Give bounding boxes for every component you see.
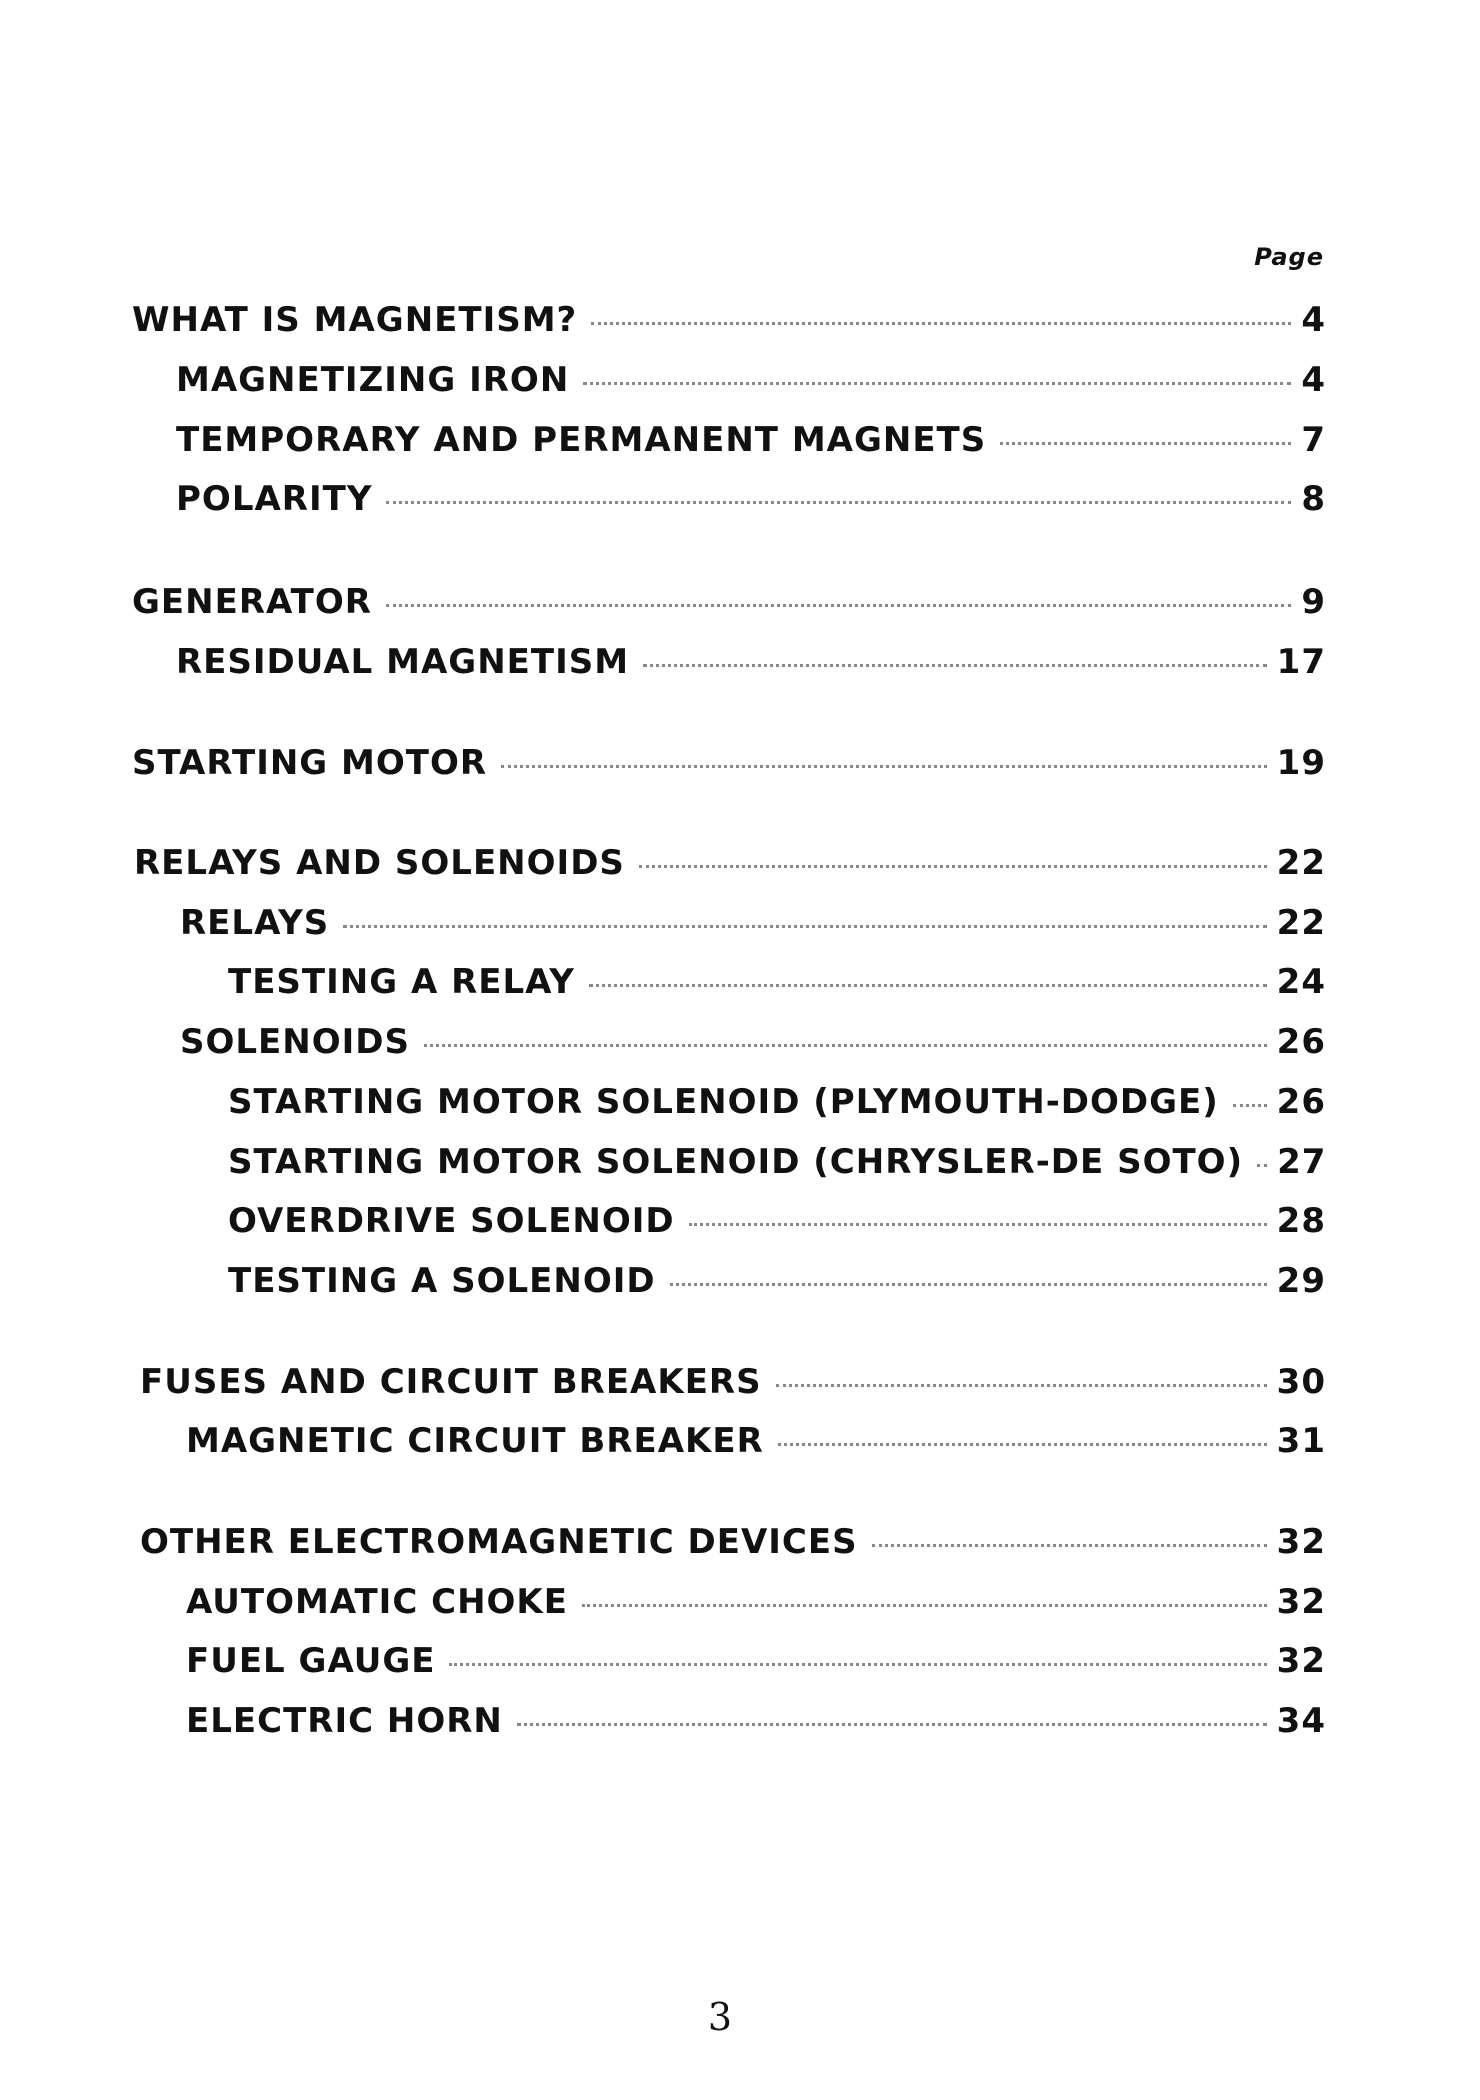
toc-entry xyxy=(186,1421,1326,1467)
toc-entry-title: WHAT IS MAGNETISM? xyxy=(132,300,578,340)
toc-entry-title: SOLENOIDS xyxy=(180,1022,410,1062)
toc-entry-title: TEMPORARY AND PERMANENT MAGNETS xyxy=(176,420,987,460)
toc-entry-page: 32 xyxy=(1276,1522,1326,1562)
dot-leader xyxy=(501,765,1267,768)
toc-entry-page: 34 xyxy=(1276,1701,1326,1741)
toc-entry xyxy=(176,420,1326,466)
toc-entry xyxy=(140,1522,1326,1568)
toc-entry-title: POLARITY xyxy=(176,479,373,519)
dot-leader xyxy=(343,925,1266,928)
toc-entry-page: 28 xyxy=(1276,1201,1326,1241)
toc-entry-page: 26 xyxy=(1276,1082,1326,1122)
toc-entry-title: TESTING A SOLENOID xyxy=(228,1261,656,1301)
page-number: 3 xyxy=(707,1995,733,2039)
toc-entry-page: 9 xyxy=(1301,582,1326,622)
toc-entry xyxy=(134,843,1326,889)
toc-entry xyxy=(180,1022,1326,1068)
dot-leader xyxy=(424,1044,1267,1047)
toc-entry xyxy=(228,1201,1326,1247)
dot-leader xyxy=(670,1283,1267,1286)
toc-entry xyxy=(186,1641,1326,1687)
toc-entry xyxy=(186,1701,1326,1747)
toc-entry-title: MAGNETIZING IRON xyxy=(176,360,570,400)
toc-entry-page: 4 xyxy=(1301,300,1326,340)
dot-leader xyxy=(872,1544,1267,1547)
toc-entry-title: RESIDUAL MAGNETISM xyxy=(176,642,630,682)
dot-leader xyxy=(643,664,1267,667)
toc-entry-title: STARTING MOTOR xyxy=(132,743,488,783)
toc-entry-page: 17 xyxy=(1276,642,1326,682)
toc-entry-page: 32 xyxy=(1276,1641,1326,1681)
toc-entry-page: 4 xyxy=(1301,360,1326,400)
toc-entry xyxy=(228,1082,1326,1128)
dot-leader xyxy=(778,1443,1267,1446)
toc-entry xyxy=(228,1142,1326,1188)
dot-leader xyxy=(583,382,1291,385)
toc-entry-title: STARTING MOTOR SOLENOID (CHRYSLER-DE SOTO) xyxy=(228,1142,1244,1182)
toc-entry xyxy=(140,1362,1326,1408)
toc-entry-page: 8 xyxy=(1301,479,1326,519)
toc-entry xyxy=(176,360,1326,406)
toc-entry-title: ELECTRIC HORN xyxy=(186,1701,503,1741)
dot-leader xyxy=(776,1384,1267,1387)
toc-entry-page: 22 xyxy=(1276,903,1326,943)
toc-entry-title: AUTOMATIC CHOKE xyxy=(186,1582,568,1622)
dot-leader xyxy=(1257,1164,1267,1167)
toc-entry-page: 27 xyxy=(1277,1142,1327,1182)
toc-entry-page: 29 xyxy=(1276,1261,1326,1301)
toc-entry xyxy=(180,903,1326,949)
toc-entry xyxy=(186,1582,1326,1628)
dot-leader xyxy=(1000,442,1291,445)
dot-leader xyxy=(639,865,1267,868)
toc-entry-page: 22 xyxy=(1276,843,1326,883)
dot-leader xyxy=(386,604,1291,607)
toc-entry-title: TESTING A RELAY xyxy=(228,962,575,1002)
toc-entry xyxy=(176,642,1326,688)
toc-entry-page: 31 xyxy=(1276,1421,1326,1461)
toc-entry-page: 30 xyxy=(1276,1362,1326,1402)
toc-entry-title: FUSES AND CIRCUIT BREAKERS xyxy=(140,1362,762,1402)
toc-entry-page: 32 xyxy=(1276,1582,1326,1622)
toc-entry xyxy=(132,743,1326,789)
toc-entry-title: OTHER ELECTROMAGNETIC DEVICES xyxy=(140,1522,858,1562)
toc-entry-page: 7 xyxy=(1301,420,1326,460)
toc-entry xyxy=(228,962,1326,1008)
dot-leader xyxy=(517,1723,1267,1726)
toc-entry-title: RELAYS xyxy=(180,903,330,943)
dot-leader xyxy=(386,501,1291,504)
dot-leader xyxy=(582,1604,1267,1607)
toc-entry-title: MAGNETIC CIRCUIT BREAKER xyxy=(186,1421,764,1461)
dot-leader xyxy=(589,984,1267,987)
page-column-heading: Page xyxy=(1254,243,1324,271)
dot-leader xyxy=(1233,1104,1267,1107)
toc-entry-title: OVERDRIVE SOLENOID xyxy=(228,1201,675,1241)
toc-entry xyxy=(228,1261,1326,1307)
toc-entry-title: RELAYS AND SOLENOIDS xyxy=(134,843,625,883)
toc-entry-title: FUEL GAUGE xyxy=(186,1641,436,1681)
dot-leader xyxy=(689,1223,1267,1226)
toc-entry-page: 26 xyxy=(1276,1022,1326,1062)
dot-leader xyxy=(591,322,1291,325)
toc-entry-title: STARTING MOTOR SOLENOID (PLYMOUTH-DODGE) xyxy=(228,1082,1219,1122)
toc-entry-page: 19 xyxy=(1276,743,1326,783)
toc-entry xyxy=(132,300,1326,346)
dot-leader xyxy=(449,1663,1266,1666)
toc-entry-title: GENERATOR xyxy=(132,582,372,622)
toc-entry xyxy=(176,479,1326,525)
toc-entry xyxy=(132,582,1326,628)
toc-entry-page: 24 xyxy=(1276,962,1326,1002)
